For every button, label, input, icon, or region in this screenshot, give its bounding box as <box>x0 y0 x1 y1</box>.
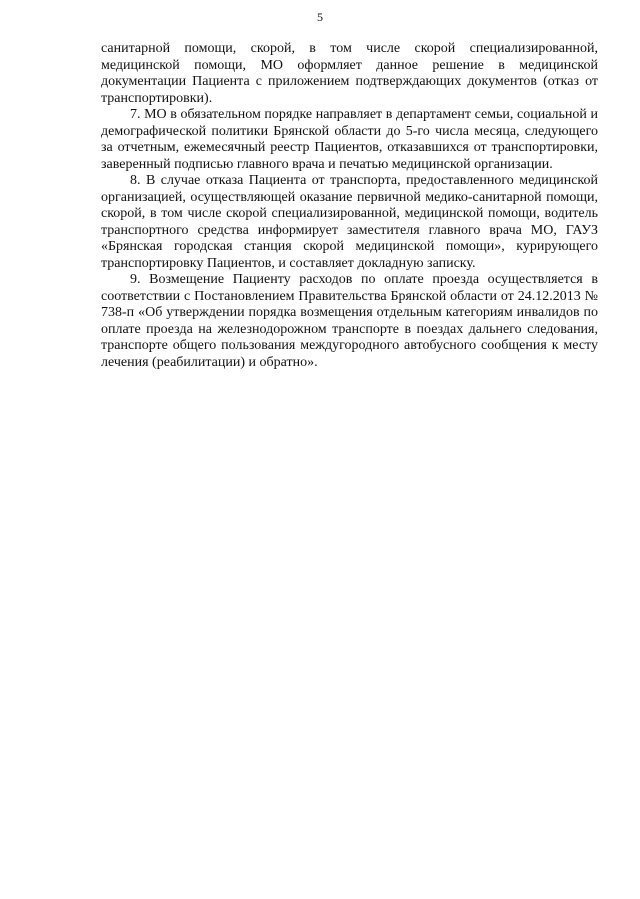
paragraph-continuation: санитарной помощи, скорой, в том числе скорой специализированной, медицинской помощи, МО оформляет данное решение в медицинской документации Пациента с приложением подтверждающих документов (отказ от транспортировки). <box>101 41 598 106</box>
paragraph-8: 8. В случае отказа Пациента от транспорта, предоставленного медицинской организацией, осуществляющей оказание первичной медико-санитарной помощи, скорой, в том числе скорой специализированной, медицинской помощи, водитель транспортного средства информирует заместителя главного врача МО, ГАУЗ «Брянская городская станция скорой медицинской помощи», курирующего транспортировку Пациентов, и составляет докладную записку. <box>101 173 598 271</box>
paragraph-9: 9. Возмещение Пациенту расходов по оплате проезда осуществляется в соответствии с Постановлением Правительства Брянской области от 24.12.2013 № 738-п «Об утверждении порядка возмещения отдельным категориям инвалидов по оплате проезда на железнодорожном транспорте в поездах дальнего следования, транспорте общего пользования междугородного автобусного сообщения к месту лечения (реабилитации) и обратно». <box>101 272 598 370</box>
paragraph-7: 7. МО в обязательном порядке направляет в департамент семьи, социальной и демографической политики Брянской области до 5-го числа месяца, следующего за отчетным, ежемесячный реестр Пациентов, отказавшихся от транспортировки, заверенный подписью главного врача и печатью медицинской организации. <box>101 107 598 172</box>
document-body <box>101 41 598 371</box>
page-number: 5 <box>317 10 323 24</box>
